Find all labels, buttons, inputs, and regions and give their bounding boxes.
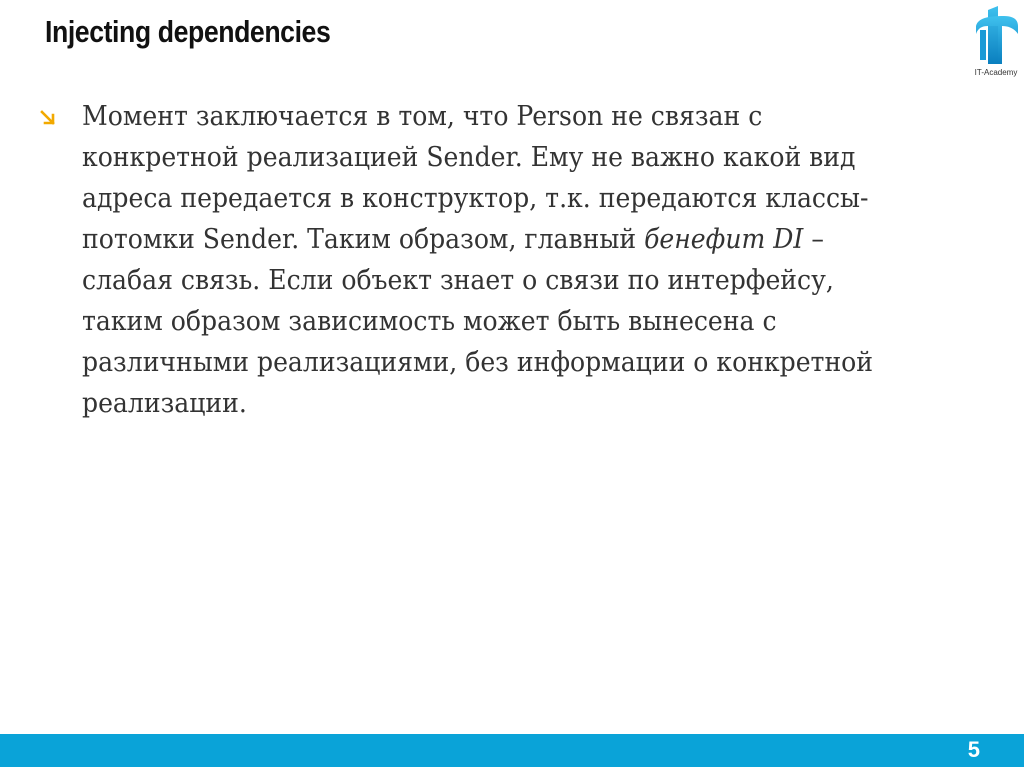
bullet-text-before: Момент заключается в том, что Person не связан с конкретной реализацией Sender. Ему не важно какой вид адреса передается в конструктор, т.к. передаются классы-потомки Sender. Таким образом, главный [82, 101, 869, 255]
page-number: 5 [967, 737, 980, 762]
bullet-text-after: – слабая связь. Если объект знает о связи по интерфейсу, таким образом зависимость может быть вынесена с различными реализациями, без информации о конкретной реализации. [82, 224, 874, 419]
footer-bar [0, 734, 1024, 767]
arrow-down-right-icon [38, 108, 58, 128]
bullet-text [82, 96, 919, 424]
logo-caption: IT-Academy [974, 68, 1018, 77]
bullet-text-emphasis: бенефит DI [644, 224, 804, 255]
slide-title: Injecting dependencies [45, 14, 331, 49]
